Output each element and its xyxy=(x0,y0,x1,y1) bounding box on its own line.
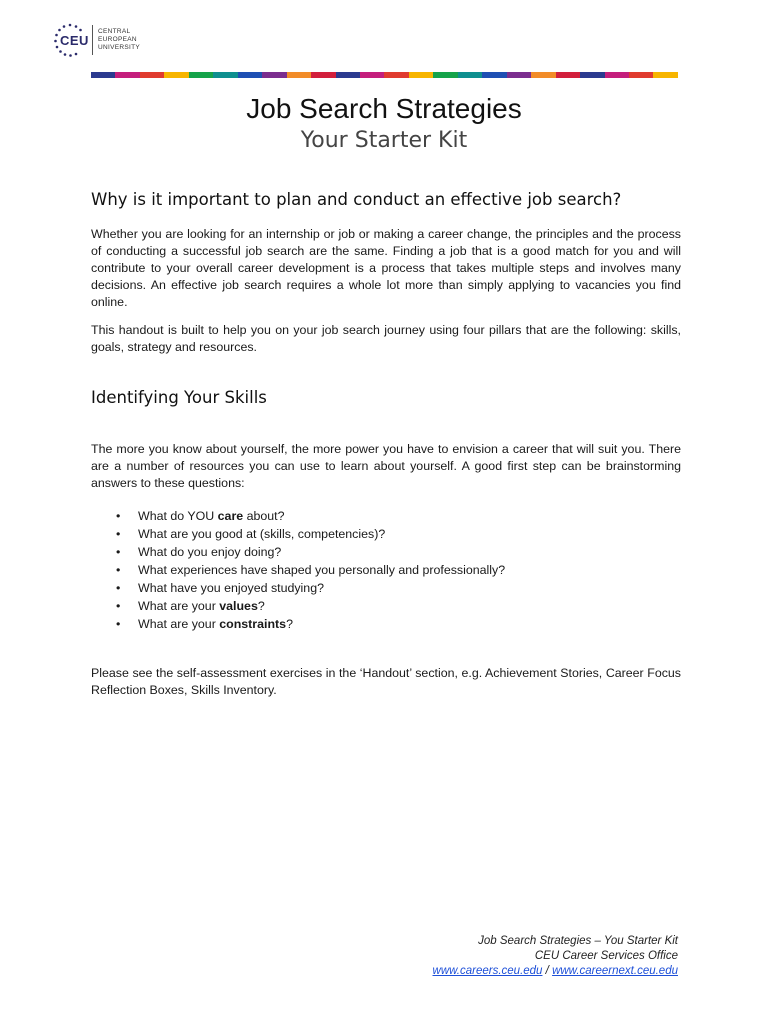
color-bar-segment xyxy=(580,72,604,78)
color-bar-segment xyxy=(238,72,262,78)
bullet-icon: • xyxy=(116,581,121,595)
color-bar-segment xyxy=(336,72,360,78)
document-subtitle: Your Starter Kit xyxy=(300,128,468,153)
list-item xyxy=(91,579,505,597)
ceu-logo-mark xyxy=(52,22,88,58)
color-bar-segment xyxy=(384,72,408,78)
list-item-text: What are your xyxy=(138,599,220,613)
list-item-text-end: about? xyxy=(243,509,285,523)
list-item xyxy=(91,597,505,615)
color-bar-segment xyxy=(507,72,531,78)
document-title: Job Search Strategies xyxy=(246,93,522,124)
list-item-text: What are your xyxy=(138,617,220,631)
color-bar-segment xyxy=(311,72,335,78)
list-item-text: What are you good at (skills, competencies)? xyxy=(138,527,386,541)
list-item-emphasis: values xyxy=(219,599,258,613)
color-bar-segment xyxy=(433,72,457,78)
list-item-emphasis: care xyxy=(217,509,244,523)
paragraph-why-2: This handout is built to help you on your job search journey using four pillars that are the following: skills, goals, strategy and resources. xyxy=(91,323,681,354)
logo-divider xyxy=(92,25,93,55)
bullet-icon: • xyxy=(116,599,121,613)
color-bar-segment xyxy=(287,72,311,78)
bullet-icon: • xyxy=(116,617,121,631)
list-item xyxy=(91,543,505,561)
list-item-text: What have you enjoyed studying? xyxy=(138,581,324,595)
ceu-logo xyxy=(52,20,140,60)
color-bar-segment xyxy=(605,72,629,78)
paragraph-skills-2: Please see the self-assessment exercises in the ‘Handout’ section, e.g. Achievement Stories, Career Focus Reflection Boxes, Skills Inventory. xyxy=(91,666,681,697)
color-bar-segment xyxy=(458,72,482,78)
color-bar-segment xyxy=(140,72,164,78)
section-heading-why: Why is it important to plan and conduct an effective job search? xyxy=(91,190,622,209)
color-bar-segment xyxy=(115,72,139,78)
footer-line-1: Job Search Strategies – You Starter Kit xyxy=(478,935,678,947)
color-bar-segment xyxy=(91,72,115,78)
color-bar-segment xyxy=(531,72,555,78)
list-item-text: What experiences have shaped you personally and professionally? xyxy=(138,563,506,577)
list-item xyxy=(91,615,505,633)
footer-link-separator: / xyxy=(542,965,553,977)
paragraph-skills-1: The more you know about yourself, the more power you have to envision a career that will suit you. There are a number of resources you can use to learn about yourself. A good first step can be brainstorming answers to these questions: xyxy=(91,442,681,490)
bullet-icon: • xyxy=(116,563,121,577)
color-bar-segment xyxy=(213,72,237,78)
logo-abbr: CEU xyxy=(60,33,89,48)
list-item-text: What do you enjoy doing? xyxy=(138,545,282,559)
bullet-icon: • xyxy=(116,509,121,523)
brand-color-bar xyxy=(91,72,678,78)
list-item xyxy=(91,561,505,579)
color-bar-segment xyxy=(482,72,506,78)
logo-name-line: UNIVERSITY xyxy=(98,44,141,51)
color-bar-segment xyxy=(164,72,188,78)
logo-name-line: CENTRAL xyxy=(98,28,131,35)
footer-line-2: CEU Career Services Office xyxy=(534,950,678,962)
careernext-link[interactable]: www.careernext.ceu.edu xyxy=(552,965,678,977)
list-item xyxy=(91,507,505,525)
list-item-emphasis: constraints xyxy=(219,617,287,631)
color-bar-segment xyxy=(556,72,580,78)
section-heading-skills: Identifying Your Skills xyxy=(91,388,267,407)
page-footer xyxy=(433,934,678,979)
footer-links xyxy=(433,964,678,979)
list-item-text-end: ? xyxy=(286,617,293,631)
color-bar-segment xyxy=(262,72,286,78)
color-bar-segment xyxy=(629,72,653,78)
logo-university-name xyxy=(98,28,140,52)
paragraph-why-1: Whether you are looking for an internship or job or making a career change, the principles and the process of conducting a successful job search are the same. Finding a job that is a good match for you and will contribute to your overall career development is a process that takes multiple steps and involves many decisions. An effective job search requires a whole lot more than simply applying to vacancies you find online. xyxy=(91,227,681,309)
list-item-text: What do YOU xyxy=(138,509,218,523)
list-item xyxy=(91,525,505,543)
list-item-text-end: ? xyxy=(257,599,265,613)
color-bar-segment xyxy=(653,72,677,78)
careers-link[interactable]: www.careers.ceu.edu xyxy=(432,965,543,977)
logo-name-line: EUROPEAN xyxy=(98,36,137,43)
bullet-icon: • xyxy=(116,527,121,541)
bullet-icon: • xyxy=(116,545,121,559)
color-bar-segment xyxy=(409,72,433,78)
color-bar-segment xyxy=(360,72,384,78)
question-list xyxy=(91,507,505,633)
color-bar-segment xyxy=(189,72,213,78)
